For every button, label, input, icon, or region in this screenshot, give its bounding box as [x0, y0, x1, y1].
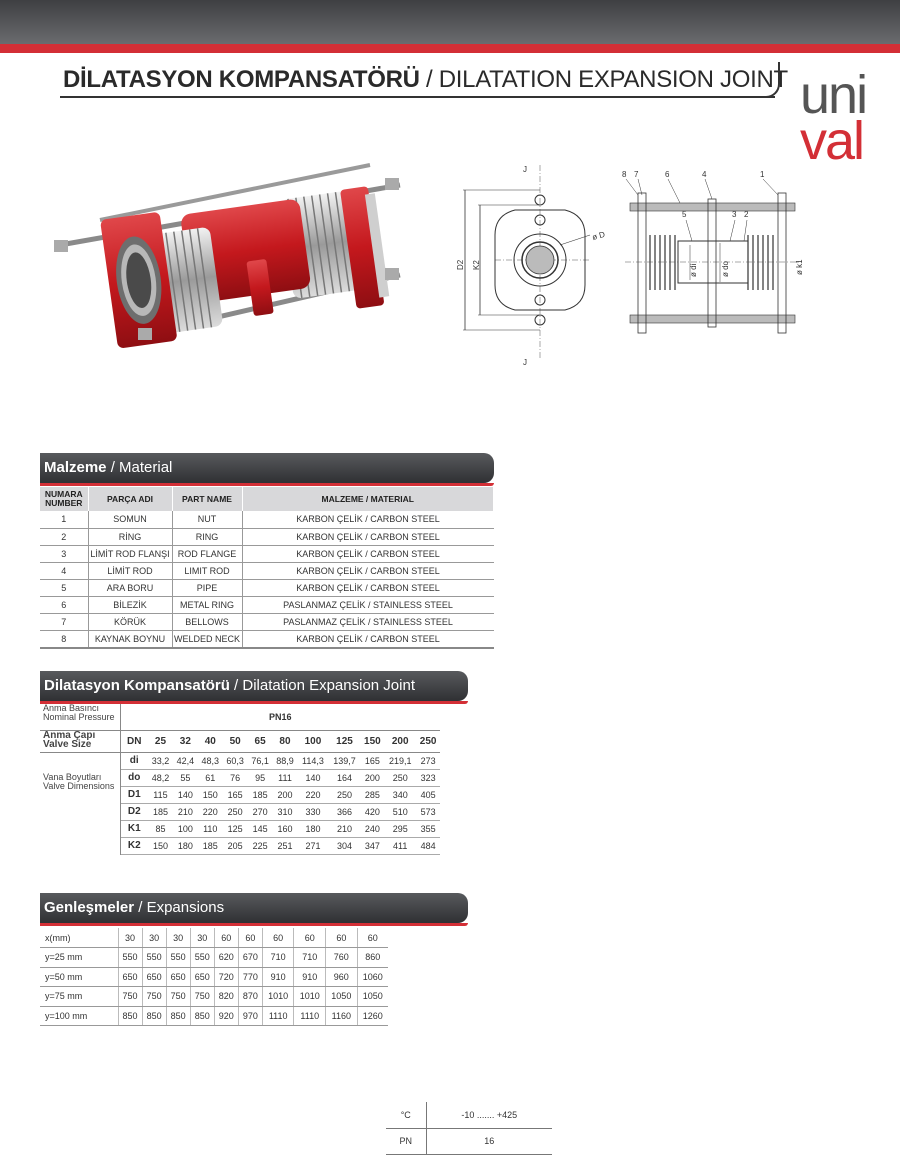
flange-front-drawing	[455, 160, 615, 370]
material-cell: 3	[40, 545, 88, 562]
expansion-value: 30	[190, 928, 214, 948]
label-n3: 3	[732, 210, 737, 219]
material-cell: 8	[40, 631, 88, 648]
expansion-value: 60	[214, 928, 238, 948]
dimension-key: K1	[120, 820, 148, 837]
material-cell: 4	[40, 562, 88, 579]
dimension-value: 125	[223, 820, 248, 837]
expansion-row	[40, 948, 388, 968]
label-phi-di: ø di	[689, 263, 698, 277]
label-n1: 1	[760, 170, 765, 179]
expansion-value: 550	[166, 948, 190, 968]
dimension-value: 180	[173, 837, 198, 854]
dimension-value: 250	[329, 786, 361, 803]
expansion-value: 670	[238, 948, 262, 968]
dimension-value: 115	[148, 786, 173, 803]
dimension-row	[40, 752, 440, 769]
dimension-value: 140	[173, 786, 198, 803]
material-row	[40, 631, 494, 648]
dn-cell: 25	[154, 735, 167, 747]
dim-label-2: Valve Dimensions	[43, 780, 115, 791]
page-title	[63, 66, 788, 94]
dimension-table	[40, 704, 440, 855]
label-n2: 2	[744, 210, 749, 219]
dn-cell: 65	[254, 735, 266, 747]
material-cell: KARBON ÇELİK / CARBON STEEL	[242, 562, 494, 579]
expansion-value: 750	[190, 987, 214, 1007]
expansion-value: 850	[166, 1006, 190, 1026]
dimension-key: do	[120, 769, 148, 786]
dimension-value: 340	[384, 786, 416, 803]
expansion-value: 710	[262, 948, 294, 968]
expansion-value: 970	[238, 1006, 262, 1026]
dimension-value: 95	[248, 769, 273, 786]
material-row	[40, 562, 494, 579]
material-cell: KARBON ÇELİK / CARBON STEEL	[242, 545, 494, 562]
material-cell: BELLOWS	[172, 614, 242, 631]
expansion-value: 60	[262, 928, 294, 948]
expansions-header	[40, 893, 468, 923]
expansion-value: 1160	[326, 1006, 358, 1026]
dimension-value: 145	[248, 820, 273, 837]
dimension-value: 219,1	[384, 752, 416, 769]
expansion-value: 850	[190, 1006, 214, 1026]
expansion-value: 910	[294, 967, 326, 987]
expansion-value: 30	[118, 928, 142, 948]
dn-cell: 32	[179, 735, 191, 747]
pn-key: PN	[386, 1128, 426, 1154]
dimension-value: 185	[248, 786, 273, 803]
dimension-value: 573	[416, 803, 440, 820]
dimension-value: 210	[329, 820, 361, 837]
dim-label-1: Vana Boyutları	[43, 771, 102, 782]
dimension-value: 270	[248, 803, 273, 820]
expansion-value: 1050	[357, 987, 388, 1007]
dimension-value: 273	[416, 752, 440, 769]
material-row	[40, 579, 494, 596]
dimension-value: 205	[223, 837, 248, 854]
expansion-row	[40, 967, 388, 987]
expansion-value: 620	[214, 948, 238, 968]
dimension-value: 110	[198, 820, 223, 837]
material-heading-bold: Malzeme	[44, 459, 107, 476]
material-cell: PASLANMAZ ÇELİK / STAINLESS STEEL	[242, 596, 494, 613]
expansion-value: 720	[214, 967, 238, 987]
material-cell: BİLEZİK	[88, 596, 172, 613]
dimension-value: 185	[198, 837, 223, 854]
material-cell: NUT	[172, 511, 242, 528]
top-banner	[0, 0, 900, 44]
dimension-value: 61	[198, 769, 223, 786]
material-row	[40, 528, 494, 545]
material-cell: PASLANMAZ ÇELİK / STAINLESS STEEL	[242, 614, 494, 631]
temp-key: °C	[386, 1102, 426, 1128]
material-cell: 6	[40, 596, 88, 613]
expansion-value: 1010	[294, 987, 326, 1007]
material-cell: LİMİT ROD	[88, 562, 172, 579]
label-n5: 5	[682, 210, 687, 219]
dimension-value: 411	[384, 837, 416, 854]
dimension-value: 225	[248, 837, 273, 854]
material-row	[40, 596, 494, 613]
expansion-value: 60	[326, 928, 358, 948]
dn-cell: 50	[229, 735, 241, 747]
dimension-value: 164	[329, 769, 361, 786]
label-j-top: J	[523, 165, 527, 174]
label-j-bottom: J	[523, 358, 527, 367]
expansion-row	[40, 928, 388, 948]
dimension-value: 200	[361, 769, 385, 786]
univa-logo	[800, 65, 878, 178]
expansion-value: 750	[142, 987, 166, 1007]
expansion-value: 760	[326, 948, 358, 968]
dimension-value: 405	[416, 786, 440, 803]
expansion-value: 30	[142, 928, 166, 948]
dimension-value: 355	[416, 820, 440, 837]
dimension-value: 139,7	[329, 752, 361, 769]
expansion-value: 1260	[357, 1006, 388, 1026]
material-row	[40, 545, 494, 562]
temp-value: -10 ....... +425	[426, 1102, 552, 1128]
material-cell: METAL RING	[172, 596, 242, 613]
label-phi-k1: ø k1	[795, 259, 804, 275]
col-part-en: PART NAME	[172, 487, 242, 511]
dimension-value: 210	[173, 803, 198, 820]
expansion-value: 650	[166, 967, 190, 987]
dilatation-heading-bold: Dilatasyon Kompansatörü	[44, 677, 230, 694]
dimension-value: 251	[273, 837, 298, 854]
dimension-value: 285	[361, 786, 385, 803]
expansion-label: y=100 mm	[40, 1006, 118, 1026]
dimension-value: 271	[297, 837, 328, 854]
dimension-value: 510	[384, 803, 416, 820]
expansion-value: 750	[118, 987, 142, 1007]
dimension-value: 150	[198, 786, 223, 803]
dimension-value: 42,4	[173, 752, 198, 769]
dimension-value: 100	[173, 820, 198, 837]
expansion-value: 650	[118, 967, 142, 987]
dimension-value: 420	[361, 803, 385, 820]
expansion-label: y=50 mm	[40, 967, 118, 987]
material-cell: LIMIT ROD	[172, 562, 242, 579]
label-n8: 8	[622, 170, 627, 179]
top-accent-stripe	[0, 44, 900, 53]
material-cell: KARBON ÇELİK / CARBON STEEL	[242, 528, 494, 545]
label-n7: 7	[634, 170, 639, 179]
dn-cell: 200	[391, 735, 409, 747]
dimension-value: 160	[273, 820, 298, 837]
label-n6: 6	[665, 170, 670, 179]
expansion-row	[40, 987, 388, 1007]
expansion-value: 770	[238, 967, 262, 987]
expansion-value: 60	[294, 928, 326, 948]
dimensions-label	[40, 752, 120, 854]
pressure-value: PN16	[268, 711, 292, 722]
dimension-value: 165	[361, 752, 385, 769]
dn-cell: 100	[304, 735, 322, 747]
expansion-value: 850	[118, 1006, 142, 1026]
material-cell: 7	[40, 614, 88, 631]
expansion-value: 750	[166, 987, 190, 1007]
dn-cell: 150	[364, 735, 381, 747]
dimension-value: 220	[198, 803, 223, 820]
col-material: MALZEME / MATERIAL	[242, 487, 494, 511]
dimension-value: 250	[384, 769, 416, 786]
dimension-value: 88,9	[273, 752, 298, 769]
expansion-value: 910	[262, 967, 294, 987]
material-header	[40, 453, 494, 483]
label-n4: 4	[702, 170, 707, 179]
material-row	[40, 614, 494, 631]
expansion-value: 650	[142, 967, 166, 987]
expansion-value: 650	[190, 967, 214, 987]
dimension-value: 366	[329, 803, 361, 820]
expansion-value: 860	[357, 948, 388, 968]
material-cell: RİNG	[88, 528, 172, 545]
material-cell: 2	[40, 528, 88, 545]
label-k2: K2	[472, 260, 481, 270]
material-cell: KARBON ÇELİK / CARBON STEEL	[242, 579, 494, 596]
dimension-value: 330	[297, 803, 328, 820]
label-phi-d: ø D	[591, 229, 606, 242]
dimension-value: 165	[223, 786, 248, 803]
material-cell: 5	[40, 579, 88, 596]
expansion-value: 1010	[262, 987, 294, 1007]
material-cell: RING	[172, 528, 242, 545]
dimension-value: 240	[361, 820, 385, 837]
dimension-value: 310	[273, 803, 298, 820]
dimension-value: 304	[329, 837, 361, 854]
pn-value: 16	[426, 1128, 552, 1154]
material-cell: LİMİT ROD FLANŞI	[88, 545, 172, 562]
dilatation-header	[40, 671, 468, 701]
dimension-value: 33,2	[148, 752, 173, 769]
label-d2: D2	[456, 259, 465, 270]
expansion-value: 60	[238, 928, 262, 948]
spec-table	[386, 1102, 552, 1155]
dimension-value: 85	[148, 820, 173, 837]
dimension-value: 140	[297, 769, 328, 786]
dimension-value: 323	[416, 769, 440, 786]
expansion-label: x(mm)	[40, 928, 118, 948]
expansion-label: y=25 mm	[40, 948, 118, 968]
expansion-value: 1110	[294, 1006, 326, 1026]
expansion-value: 60	[357, 928, 388, 948]
dn-cell: 125	[336, 735, 353, 747]
dimension-value: 60,3	[223, 752, 248, 769]
material-cell: KÖRÜK	[88, 614, 172, 631]
dimension-value: 76,1	[248, 752, 273, 769]
expansion-value: 1060	[357, 967, 388, 987]
expansion-value: 870	[238, 987, 262, 1007]
dn-cell: 250	[419, 735, 437, 747]
expansion-label: y=75 mm	[40, 987, 118, 1007]
col-number: NUMARA NUMBER	[40, 487, 88, 511]
dimension-key: di	[120, 752, 148, 769]
dimension-value: 48,2	[148, 769, 173, 786]
logo-line-2: val	[800, 111, 864, 171]
dn-cell: 40	[204, 735, 216, 747]
expansion-value: 820	[214, 987, 238, 1007]
dimension-value: 484	[416, 837, 440, 854]
dimension-key: K2	[120, 837, 148, 854]
dimension-key: D1	[120, 786, 148, 803]
dimension-value: 48,3	[198, 752, 223, 769]
material-cell: WELDED NECK	[172, 631, 242, 648]
material-row	[40, 511, 494, 528]
material-cell: ROD FLANGE	[172, 545, 242, 562]
dimension-value: 220	[297, 786, 328, 803]
expansions-heading-bold: Genleşmeler	[44, 899, 135, 916]
material-cell: KARBON ÇELİK / CARBON STEEL	[242, 631, 494, 648]
title-bracket	[752, 62, 780, 98]
expansions-table	[40, 928, 388, 1026]
title-turkish: DİLATASYON KOMPANSATÖRÜ	[63, 66, 420, 93]
material-cell: ARA BORU	[88, 579, 172, 596]
pressure-label: Anma Basıncı Nominal Pressure	[40, 704, 120, 730]
dimension-value: 250	[223, 803, 248, 820]
product-illustration	[40, 160, 420, 390]
expansion-value: 710	[294, 948, 326, 968]
dimension-value: 114,3	[297, 752, 328, 769]
material-cell: KAYNAK BOYNU	[88, 631, 172, 648]
label-phi-do: ø do	[721, 260, 730, 277]
dn-key: DN	[127, 735, 142, 747]
expansions-heading-light: / Expansions	[134, 899, 225, 916]
expansion-value: 1110	[262, 1006, 294, 1026]
section-view-drawing	[620, 165, 805, 340]
material-table	[40, 487, 494, 649]
material-cell: PIPE	[172, 579, 242, 596]
dimension-value: 111	[273, 769, 298, 786]
title-english: / DILATATION EXPANSION JOINT	[419, 66, 788, 93]
material-cell: KARBON ÇELİK / CARBON STEEL	[242, 511, 494, 528]
col-part-tr: PARÇA ADI	[88, 487, 172, 511]
expansion-value: 30	[166, 928, 190, 948]
dimension-value: 185	[148, 803, 173, 820]
expansion-row	[40, 1006, 388, 1026]
expansion-value: 1050	[326, 987, 358, 1007]
material-heading-light: / Material	[106, 459, 173, 476]
material-cell: SOMUN	[88, 511, 172, 528]
dimension-key: D2	[120, 803, 148, 820]
expansion-value: 550	[118, 948, 142, 968]
expansion-value: 920	[214, 1006, 238, 1026]
dimension-value: 180	[297, 820, 328, 837]
size-label: Anma Çapı Valve Size	[40, 730, 120, 752]
expansion-value: 550	[142, 948, 166, 968]
dilatation-heading-light: / Dilatation Expansion Joint	[229, 677, 415, 694]
dimension-value: 200	[273, 786, 298, 803]
dn-cell: 80	[279, 735, 291, 747]
logo-line-1: uni	[800, 65, 867, 125]
material-cell: 1	[40, 511, 88, 528]
dimension-value: 76	[223, 769, 248, 786]
expansion-value: 550	[190, 948, 214, 968]
expansion-value: 850	[142, 1006, 166, 1026]
dimension-value: 347	[361, 837, 385, 854]
dimension-value: 55	[173, 769, 198, 786]
title-underline	[60, 96, 775, 98]
dimension-value: 150	[148, 837, 173, 854]
expansion-value: 960	[326, 967, 358, 987]
dimension-value: 295	[384, 820, 416, 837]
